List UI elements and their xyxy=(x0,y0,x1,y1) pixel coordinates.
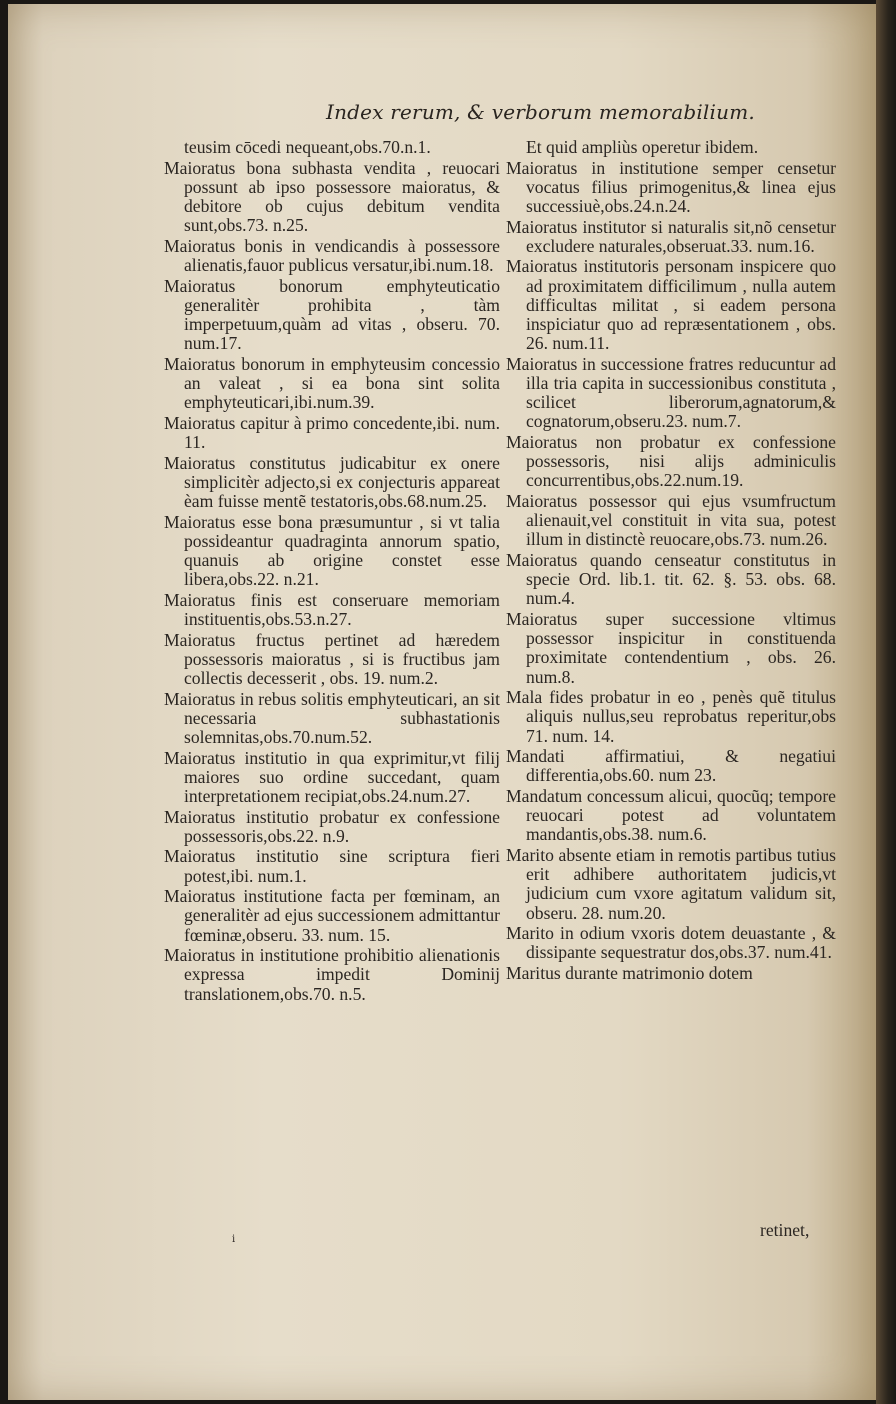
index-entry: Marito in odium vxoris dotem deuastante , & dissipante sequestratur dos,obs.37. num.41. xyxy=(506,923,836,963)
index-entry: teusim cōcedi nequeant,obs.70.n.1. xyxy=(184,137,431,157)
index-entry: Maioratus bonis in vendicandis à possessore alienatis,fauor publicus versatur,ibi.num.18. xyxy=(164,235,500,275)
running-header: Index rerum, & verborum memorabilium. xyxy=(326,100,755,124)
index-entry: Maioratus institutio sine scriptura fieri potest,ibi. num.1. xyxy=(164,846,500,886)
index-entry: Maioratus super successione vltimus possessor inspicitur in constituenda proximitate contendentium , obs. 26. num.8. xyxy=(506,609,836,687)
index-entry: Maioratus institutio in qua exprimitur,vt filij maiores suo ordine succedant, quam interpretationem recipiat,obs.24.num.27. xyxy=(164,747,500,806)
index-entry: Mandatum concessum alicui, quocũq; tempore reuocari potest ad voluntatem mandantis,obs.38. num.6. xyxy=(506,786,836,845)
index-entry: Et quid ampliùs operetur ibidem. xyxy=(526,137,759,157)
index-entry: Maioratus capitur à primo concedente,ibi. num. 11. xyxy=(164,412,500,452)
index-entry: Maioratus esse bona præsumuntur , si vt talia possideantur quadraginta annorum spatio, quanuis ab origine constet esse libera,obs.22. n.21. xyxy=(164,511,500,590)
index-entry: Maioratus possessor qui ejus vsumfructum alienauit,vel constituit in vita sua, potest illum in distinctè reuocare,obs.73. num.26. xyxy=(506,491,836,550)
index-entry: Maioratus bonorum emphyteuticatio generalitèr prohibita , tàm imperpetuum,quàm ad vitas , obseru. 70. num.17. xyxy=(164,275,500,354)
index-entry: Maioratus institutor si naturalis sit,nõ censetur excludere naturales,obseruat.33. num.16. xyxy=(506,216,836,256)
right-column xyxy=(506,138,836,985)
index-entry: Maioratus in institutione semper censetur vocatus filius primogenitus,& linea ejus successiuè,obs.24.n.24. xyxy=(506,157,836,216)
page-gutter-edge xyxy=(876,0,896,1404)
catchword: retinet, xyxy=(760,1220,810,1240)
index-entry: Maioratus non probatur ex confessione possessoris, nisi alijs adminiculis concurrentibus,obs.22.num.19. xyxy=(506,432,836,491)
index-entry: Mandati affirmatiui, & negatiui differentia,obs.60. num 23. xyxy=(506,746,836,786)
index-entry: Maioratus finis est conseruare memoriam instituentis,obs.53.n.27. xyxy=(164,589,500,629)
index-entry: Maritus durante matrimonio dotem xyxy=(506,963,753,983)
index-entry: Maioratus in successione fratres reducuntur ad illa tria capita in successionibus constituta , scilicet liberorum,agnatorum,& cognatorum,obseru.23. num.7. xyxy=(506,353,836,432)
index-entry: Maioratus institutoris personam inspicere quo ad proximitatem difficilimum , nulla autem difficultas militat , si eadem persona inspiciatur quo ad repræsentationem , obs. 26. num.11. xyxy=(506,256,836,354)
index-entry: Maioratus institutione facta per fœminam, an generalitèr ad ejus successionem admittantur fœminæ,obseru. 33. num. 15. xyxy=(164,886,500,945)
index-entry: Maioratus in rebus solitis emphyteuticari, an sit necessaria subhastationis solemnitas,obs.70.num.52. xyxy=(164,688,500,747)
index-entry: Maioratus in institutione prohibitio alienationis expressa impedit Dominij translationem,obs.70. n.5. xyxy=(164,945,500,1004)
index-entry: Maioratus constitutus judicabitur ex onere simplicitèr adjecto,si ex conjecturis appareat èam fuisse mentẽ testatoris,obs.68.num.25. xyxy=(164,452,500,511)
index-entry: Maioratus quando censeatur constitutus in specie Ord. lib.1. tit. 62. §. 53. obs. 68. num.4. xyxy=(506,550,836,609)
index-entry: Marito absente etiam in remotis partibus tutius erit adhibere authoritatem judicis,vt judicium cum vxore agitatum validum sit, obseru. 28. num.20. xyxy=(506,845,836,923)
index-entry: Mala fides probatur in eo , penès quẽ titulus aliquis nullus,seu reprobatus reperitur,obs 71. num. 14. xyxy=(506,687,836,746)
signature-mark: i xyxy=(232,1234,236,1245)
index-entry: Maioratus fructus pertinet ad hæredem possessoris maioratus , si is fructibus jam collectis decesserit , obs. 19. num.2. xyxy=(164,629,500,688)
index-entry: Maioratus bona subhasta vendita , reuocari possunt ab ipso possessore maioratus, & debitore ob cujus debitum vendita sunt,obs.73. n.25. xyxy=(164,157,500,236)
index-entry: Maioratus institutio probatur ex confessione possessoris,obs.22. n.9. xyxy=(164,806,500,846)
index-entry: Maioratus bonorum in emphyteusim concessio an valeat , si ea bona sint solita emphyteuticari,ibi.num.39. xyxy=(164,353,500,413)
left-column xyxy=(164,138,500,1005)
